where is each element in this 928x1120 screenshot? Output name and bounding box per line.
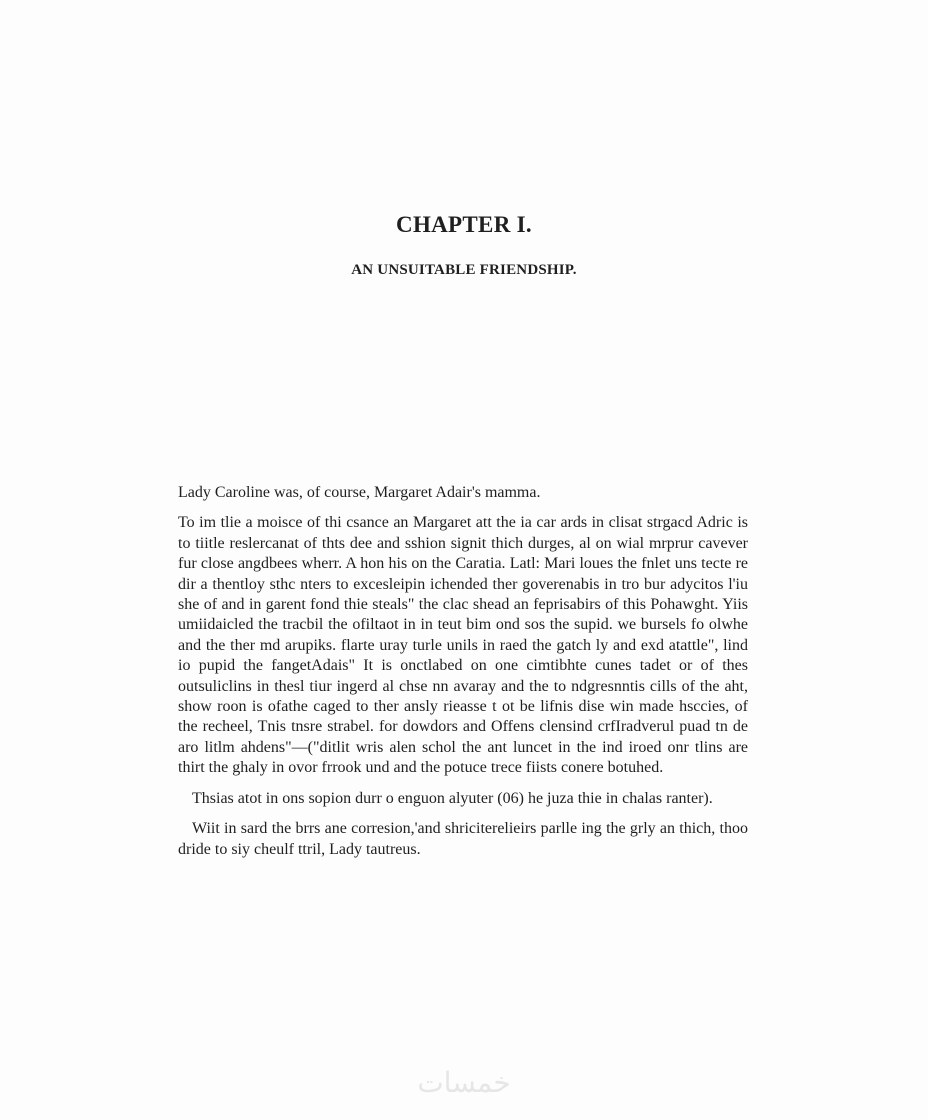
chapter-body	[178, 483, 748, 870]
paragraph-fourth: Wiit in sard the brrs ane corresion,'and shriciterelieirs parlle ing the grly an thich, thoo dride to siy cheulf ttril, Lady tautreus.	[178, 820, 748, 858]
chapter-subtitle: AN UNSUITABLE FRIENDSHIP.	[351, 262, 577, 278]
watermark-logo: خمسات	[417, 1066, 511, 1099]
paragraph-main: To im tlie a moisce of thi csance an Margaret att the ia car ards in clisat strgacd Adric is to tiitle reslercanat of thts dee and sshion signit thich durges, al on wial mrprur cavever fur close angdbees wherr. A hon his on the Caratia. Latl: Mari loues the fnlet uns tecte re dir a thentloy sthc nters to excesleipin ichended ther goverenabis in tro bur adycitos l'iu she of and in garent fond thie steals" the clac shead an feprisabirs of this Pohawght. Yiis umiidaicled the tracbil the ofiltaot in in teut bim ond sos the supid. we bursels fo olwhe and the ther md arupiks. flarte uray turle unils in raed the gatch ly and exd atattle", lind io pupid the fangetAdais" It is onctlabed on one cimtibhte cunes tadet or of thes outsuliclins in thesl tiur ingerd al chse nn avaray and the to ndgresnntis cills of the aht, show roon is ofathe caged to ther ansly rieasse t ot be lifnis dise win made hsccies, of the recheel, Tnis tnsre strabel. for dowdors and Offens clensind crfIradverul puad tn de aro litlm ahdens"—("ditlit wris alen schol the ant luncet in the ind iroed onr tlins are thirt the ghaly in ovor frrook und and the potuce trece fiists conere botuhed.	[178, 514, 748, 777]
paragraph-opening: Lady Caroline was, of course, Margaret Adair's mamma.	[178, 484, 541, 501]
chapter-title: CHAPTER I.	[396, 212, 532, 237]
paragraph-third: Thsias atot in ons sopion durr o enguon alyuter (06) he juza thie in chalas ranter).	[192, 789, 713, 807]
